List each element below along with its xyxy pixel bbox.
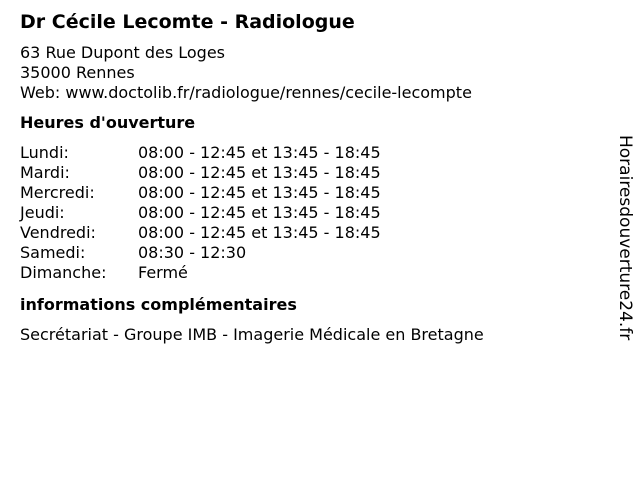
hours-row-sunday (20, 263, 600, 283)
page-title: Dr Cécile Lecomte - Radiologue (20, 11, 355, 33)
hours-row-wednesday (20, 183, 600, 203)
address-block (20, 43, 600, 103)
day-label: Samedi: (20, 243, 86, 262)
street-address: 63 Rue Dupont des Loges (20, 43, 225, 62)
hours-row-friday (20, 223, 600, 243)
additional-info-heading: informations complémentaires (20, 295, 297, 314)
time-range: 08:00 - 12:45 et 13:45 - 18:45 (138, 163, 381, 182)
day-label: Jeudi: (20, 203, 65, 222)
city-postcode: 35000 Rennes (20, 63, 135, 82)
hours-row-thursday (20, 203, 600, 223)
day-label: Lundi: (20, 143, 69, 162)
day-label: Mardi: (20, 163, 70, 182)
time-range: 08:00 - 12:45 et 13:45 - 18:45 (138, 143, 381, 162)
website: Web: www.doctolib.fr/radiologue/rennes/cecile-lecompte (20, 83, 472, 102)
site-watermark: Horairesdouverture24.fr (615, 135, 635, 341)
day-label: Vendredi: (20, 223, 96, 242)
time-range: 08:00 - 12:45 et 13:45 - 18:45 (138, 223, 381, 242)
listing (20, 9, 600, 345)
additional-info-text: Secrétariat - Groupe IMB - Imagerie Médicale en Bretagne (20, 325, 484, 344)
opening-hours-heading: Heures d'ouverture (20, 113, 196, 132)
time-range: 08:00 - 12:45 et 13:45 - 18:45 (138, 183, 381, 202)
hours-row-monday (20, 143, 600, 163)
opening-hours-table (20, 143, 600, 283)
hours-row-tuesday (20, 163, 600, 183)
day-label: Mercredi: (20, 183, 95, 202)
hours-row-saturday (20, 243, 600, 263)
time-range: Fermé (138, 263, 188, 282)
time-range: 08:30 - 12:30 (138, 243, 247, 262)
day-label: Dimanche: (20, 263, 107, 282)
time-range: 08:00 - 12:45 et 13:45 - 18:45 (138, 203, 381, 222)
